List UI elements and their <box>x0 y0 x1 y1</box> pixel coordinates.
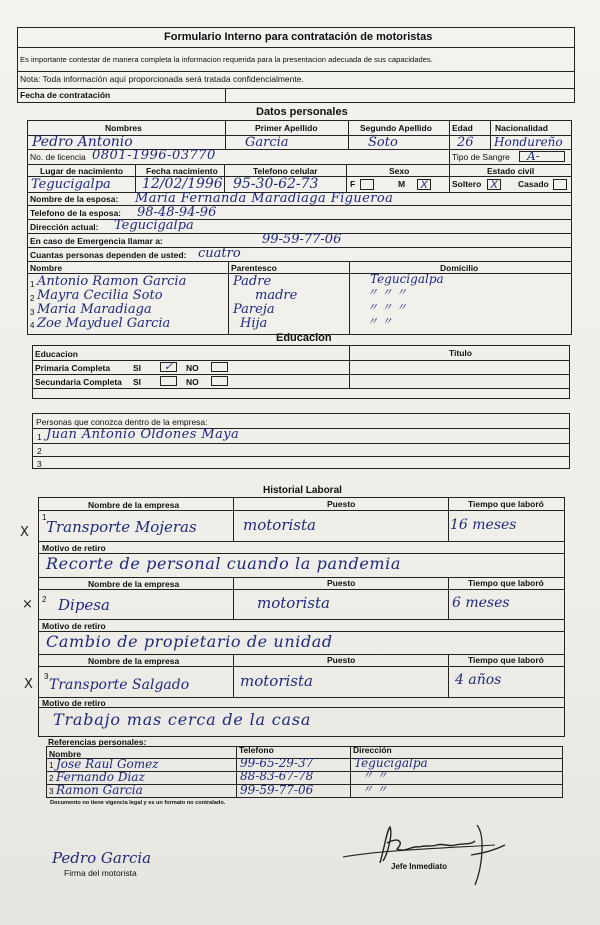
job-side-mark: × <box>22 597 33 612</box>
secundaria-no-label: NO <box>186 377 199 387</box>
col-empresa: Nombre de la empresa <box>88 500 180 510</box>
dep-parentesco: madre <box>255 288 298 303</box>
primaria-si-checkbox[interactable]: ✓ <box>160 362 177 372</box>
job-tiempo: 16 meses <box>450 517 517 533</box>
ref-num: 1 <box>49 761 54 770</box>
col-puesto: Puesto <box>327 655 356 665</box>
ref-nombre: Jose Raul Gomez <box>56 757 159 771</box>
job-empresa: Transporte Salgado <box>49 677 190 693</box>
value-telefono: 95-30-62-73 <box>233 176 319 192</box>
col-nacionalidad: Nacionalidad <box>495 123 548 133</box>
col-nombres: Nombres <box>105 123 142 133</box>
col-estado-civil: Estado civil <box>487 166 535 176</box>
dep-num: 1 <box>30 280 35 289</box>
col-tiempo: Tiempo que laboró <box>468 655 544 665</box>
col-puesto: Puesto <box>327 499 356 509</box>
emergency-label: En caso de Emergencia llamar a: <box>30 236 163 246</box>
col-empresa: Nombre de la empresa <box>88 579 180 589</box>
primaria-no-label: NO <box>186 363 199 373</box>
col-ref-telefono: Telefono <box>239 745 274 755</box>
acq-num: 3 <box>37 459 42 469</box>
acq-nombre: Juan Antonio Oldones Maya <box>46 427 240 442</box>
value-fecha: 12/02/1996 <box>142 176 223 192</box>
ref-num: 3 <box>49 787 54 796</box>
value-sangre: A- <box>527 149 540 163</box>
dep-nombre: Zoe Mayduel Garcia <box>37 316 171 331</box>
acq-num: 2 <box>37 446 42 456</box>
sexo-f-checkbox[interactable] <box>360 179 374 190</box>
ref-nombre: Ramon Garcia <box>56 783 143 797</box>
address-label: Dirección actual: <box>30 222 99 232</box>
casado-checkbox[interactable] <box>553 179 567 190</box>
value-nombres: Pedro Antonio <box>32 134 133 150</box>
value-lugar: Tegucigalpa <box>31 177 111 192</box>
supervisor-signature <box>335 815 510 900</box>
job-tiempo: 4 años <box>455 672 502 688</box>
secundaria-si-checkbox[interactable] <box>160 376 177 386</box>
ref-num: 2 <box>49 774 54 783</box>
spouse-label: Nombre de la esposa: <box>30 194 119 204</box>
dep-num: 4 <box>30 321 35 330</box>
value-esposa: Maria Fernanda Maradiaga Figueroa <box>135 191 394 206</box>
col-segundo-apellido: Segundo Apellido <box>360 123 432 133</box>
col-puesto: Puesto <box>327 578 356 588</box>
dep-parentesco: Pareja <box>233 302 275 317</box>
dep-parentesco: Hija <box>240 316 268 331</box>
driver-signature: Pedro Garcia <box>52 849 152 867</box>
dep-domicilio: 〃 〃 〃 <box>367 301 407 314</box>
ref-direccion: 〃 〃 <box>362 769 388 782</box>
col-dep-parentesco: Parentesco <box>231 263 277 273</box>
col-ref-nombre: Nombre <box>49 749 82 759</box>
blood-type-label: Tipo de Sangre <box>452 152 510 162</box>
value-segundo-apellido: Soto <box>368 135 398 150</box>
job-num: 1 <box>42 513 47 522</box>
dep-nombre: Maria Maradiaga <box>37 302 152 317</box>
motivo-label: Motivo de retiro <box>42 543 106 553</box>
motivo-label: Motivo de retiro <box>42 698 106 708</box>
value-tel-esposa: 98-48-94-96 <box>137 205 217 220</box>
acq-num: 1 <box>37 432 42 442</box>
col-lugar: Lugar de nacimiento <box>40 166 124 176</box>
job-side-mark: X <box>24 677 33 692</box>
value-primer-apellido: Garcia <box>245 135 289 150</box>
col-tiempo: Tiempo que laboró <box>468 578 544 588</box>
education-box <box>32 345 570 399</box>
col-telefono: Telefono celular <box>253 166 318 176</box>
job-puesto: motorista <box>243 516 316 534</box>
dep-nombre: Antonio Ramon Garcia <box>37 274 187 289</box>
dependents-count-label: Cuantas personas dependen de usted: <box>30 250 187 260</box>
confidential-note: Nota: Toda información aquí proporcionada será tratada confidencialmente. <box>20 74 304 84</box>
primaria-si-label: SI <box>133 363 142 373</box>
references-label: Referencias personales: <box>48 737 147 747</box>
license-label: No. de licencia <box>30 152 86 162</box>
job-empresa: Transporte Mojeras <box>46 518 197 536</box>
dep-domicilio: 〃 〃 〃 <box>367 286 407 299</box>
col-fecha: Fecha nacimiento <box>146 166 218 176</box>
dep-nombre: Mayra Cecilia Soto <box>37 288 163 303</box>
work-history-title: Historial Laboral <box>263 485 342 496</box>
value-edad: 26 <box>457 135 474 150</box>
job-motivo: Recorte de personal cuando la pandemia <box>46 554 402 573</box>
acquaintances-label: Personas que conozca dentro de la empresa: <box>36 417 208 427</box>
job-puesto: motorista <box>257 594 330 612</box>
ref-direccion: Tegucigalpa <box>354 756 428 770</box>
secundaria-label: Secundaria Completa <box>35 377 122 387</box>
job-motivo: Cambio de propietario de unidad <box>46 632 333 651</box>
primaria-no-checkbox[interactable] <box>211 362 228 372</box>
dep-num: 2 <box>30 294 35 303</box>
job-num: 2 <box>42 595 47 604</box>
value-dependen: cuatro <box>198 246 241 261</box>
value-direccion: Tegucigalpa <box>114 218 194 233</box>
hire-date-label: Fecha de contratación <box>20 90 111 100</box>
col-titulo: Titulo <box>449 348 472 358</box>
job-num: 3 <box>44 672 49 681</box>
col-dep-domicilio: Domicilio <box>440 263 479 273</box>
ref-telefono: 99-65-29-37 <box>240 756 314 770</box>
secundaria-si-label: SI <box>133 377 142 387</box>
col-tiempo: Tiempo que laboró <box>468 499 544 509</box>
dep-parentesco: Padre <box>233 274 272 289</box>
driver-signature-label: Firma del motorista <box>64 868 137 878</box>
sexo-m-label: M <box>398 179 406 189</box>
disclaimer: Documento no tiene vigencia legal y es un formato no contralado. <box>50 800 226 806</box>
value-licencia: 0801-1996-03770 <box>92 148 216 163</box>
sexo-f-label: F <box>350 179 356 189</box>
col-primer-apellido: Primer Apellido <box>255 123 318 133</box>
job-empresa: Dipesa <box>58 596 110 614</box>
ref-nombre: Fernando Diaz <box>56 770 145 784</box>
spouse-phone-label: Telefono de la esposa: <box>30 208 122 218</box>
col-dep-nombre: Nombre <box>30 263 63 273</box>
ref-telefono: 88-83-67-78 <box>240 769 314 783</box>
casado-label: Casado <box>518 179 549 189</box>
col-sexo: Sexo <box>389 166 410 176</box>
value-nacionalidad: Hondureño <box>494 135 563 149</box>
primaria-label: Primaria Completa <box>35 363 111 373</box>
value-emergencia: 99-59-77-06 <box>262 232 342 247</box>
job-tiempo: 6 meses <box>452 595 510 611</box>
col-empresa: Nombre de la empresa <box>88 656 180 666</box>
col-edad: Edad <box>452 123 473 133</box>
col-ref-direccion: Dirección <box>353 745 392 755</box>
personal-section-title: Datos personales <box>256 106 348 118</box>
blood-type-box <box>519 151 565 162</box>
secundaria-no-checkbox[interactable] <box>211 376 228 386</box>
job-motivo: Trabajo mas cerca de la casa <box>53 710 312 729</box>
form-intro: Es importante contestar de manera completa la informacion requerida para la presentacion adecuada de sus capacidades. <box>20 55 433 64</box>
sexo-m-checkbox[interactable]: X <box>417 179 431 190</box>
ref-telefono: 99-59-77-06 <box>240 783 314 797</box>
form-title: Formulario Interno para contratación de motoristas <box>164 31 433 43</box>
dep-domicilio: 〃 〃 <box>367 315 393 328</box>
soltero-checkbox[interactable]: X <box>487 179 501 190</box>
job-side-mark: X <box>20 525 29 540</box>
dep-domicilio: Tegucigalpa <box>370 272 444 286</box>
education-section-title: Educacion <box>276 332 332 344</box>
ref-direccion: 〃 〃 <box>362 783 388 796</box>
dep-num: 3 <box>30 308 35 317</box>
col-educacion: Educacion <box>35 349 78 359</box>
motivo-label: Motivo de retiro <box>42 621 106 631</box>
soltero-label: Soltero <box>452 179 482 189</box>
supervisor-label: Jefe Inmediato <box>391 862 448 871</box>
job-puesto: motorista <box>240 672 313 690</box>
